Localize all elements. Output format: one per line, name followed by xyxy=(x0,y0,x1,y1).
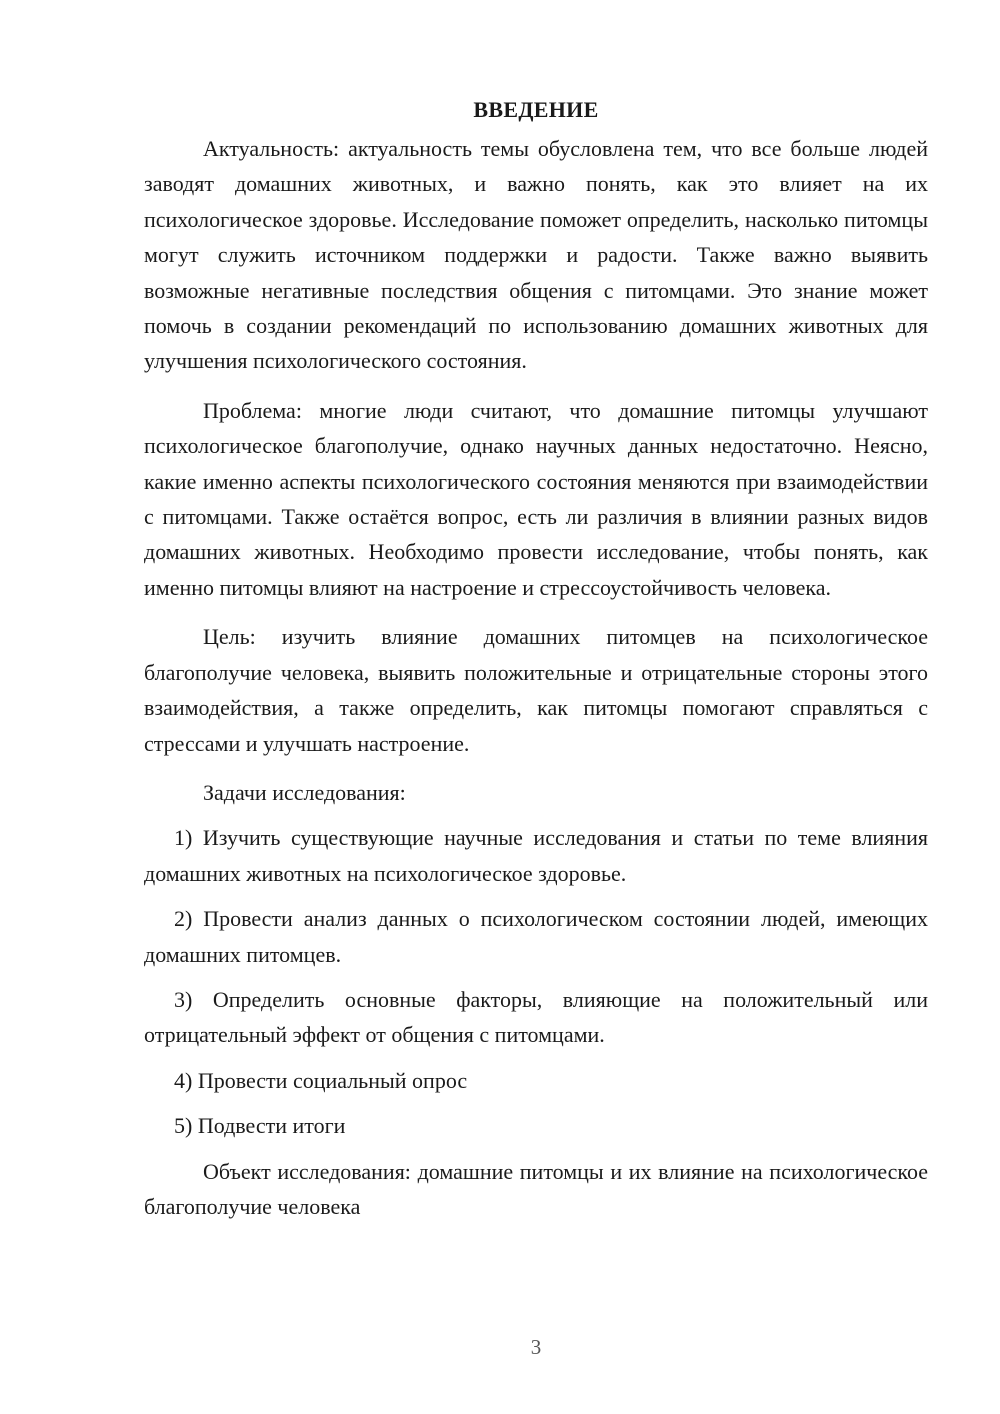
object-paragraph: Объект исследования: домашние питомцы и их влияние на психологическое благополучие человека xyxy=(144,1158,928,1219)
task-item-1: 1) Изучить существующие научные исследования и статьи по теме влияния домашних животных на психологическое здоровье. xyxy=(144,825,928,886)
relevance-paragraph: Актуальность: актуальность темы обусловлена тем, что все больше людей заводят домашних животных, и важно понять, как это влияет на их психологическое здоровье. Исследование поможет определить, насколько питомцы могут служить источником поддержки и радости. Также важно выявить возможные негативные последствия общения с питомцами. Это знание может помочь в создании рекомендаций по использованию домашних животных для улучшения психологического состояния. xyxy=(144,136,928,374)
task-item-4: 4) Провести социальный опрос xyxy=(174,1067,468,1093)
tasks-heading: Задачи исследования: xyxy=(203,779,406,805)
task-item-5: 5) Подвести итоги xyxy=(174,1113,346,1139)
problem-paragraph: Проблема: многие люди считают, что домашние питомцы улучшают психологическое благополучие, однако научных данных недостаточно. Неясно, какие именно аспекты психологического состояния меняются при взаимодействии с питомцами. Также остаётся вопрос, есть ли различия в влиянии разных видов домашних животных. Необходимо провести исследование, чтобы понять, как именно питомцы влияют на настроение и стрессоустойчивость человека. xyxy=(144,397,928,600)
document-page xyxy=(144,95,928,1238)
task-item-3: 3) Определить основные факторы, влияющие на положительный или отрицательный эффект от общения с питомцами. xyxy=(144,986,928,1048)
page-number: 3 xyxy=(530,1335,542,1359)
section-title: ВВЕДЕНИЕ xyxy=(473,97,599,122)
goal-paragraph: Цель: изучить влияние домашних питомцев на психологическое благополучие человека, выявить положительные и отрицательные стороны этого взаимодействия, а также определить, как питомцы помогают справляться с стрессами и улучшать настроение. xyxy=(144,624,928,756)
task-item-2: 2) Провести анализ данных о психологическом состоянии людей, имеющих домашних питомцев. xyxy=(144,906,928,967)
